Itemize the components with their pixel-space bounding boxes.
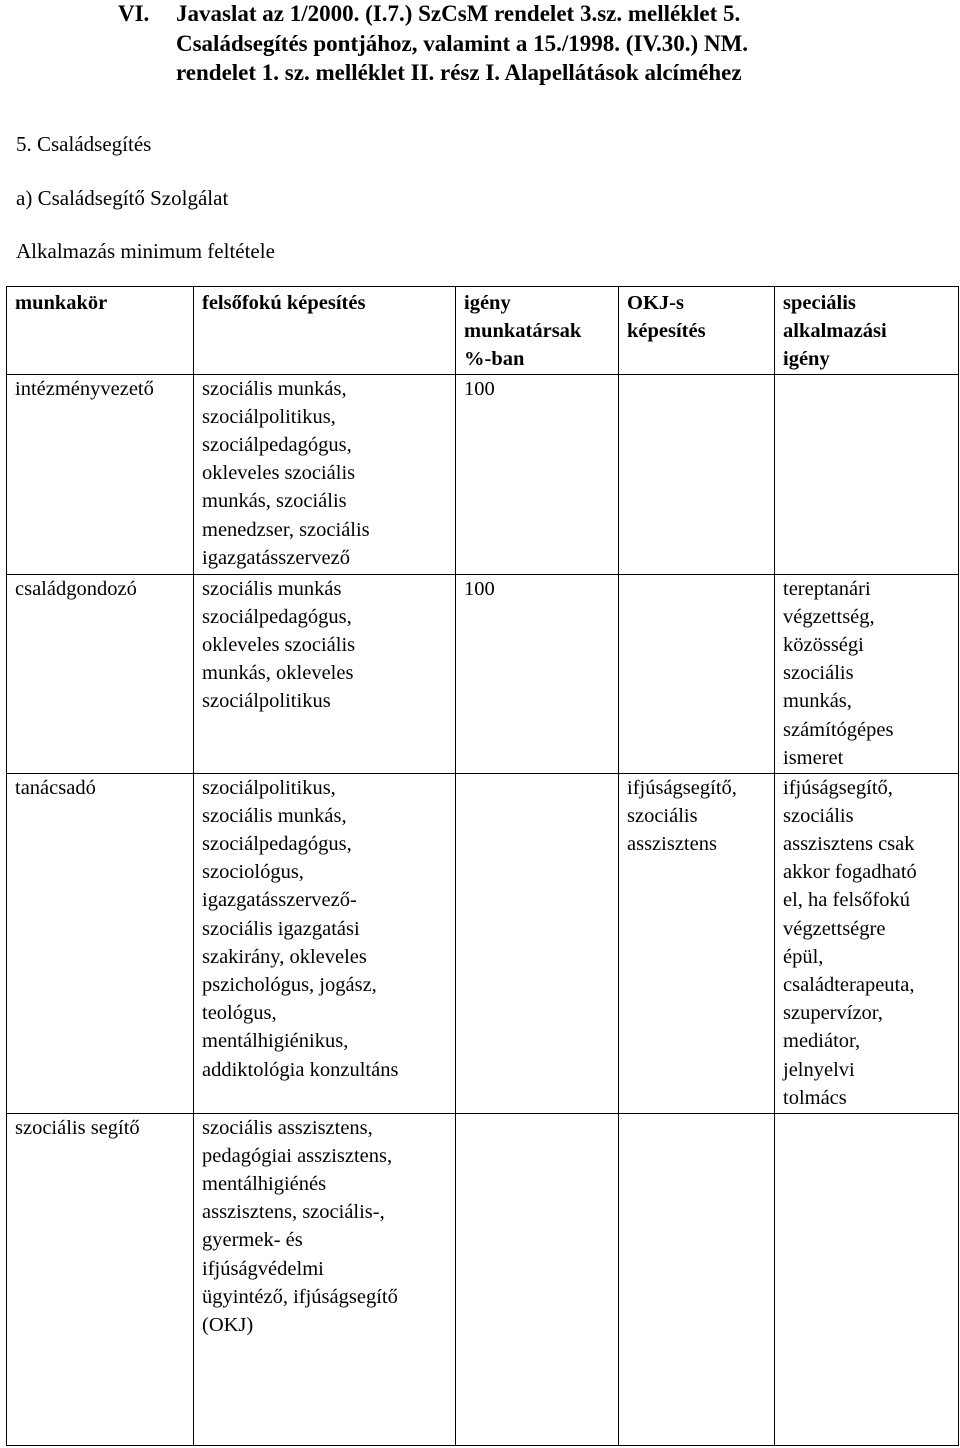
cell-okj [619,574,775,773]
header-igeny: igény munkatársak %-ban [456,287,619,375]
table-caption: Alkalmazás minimum feltétele [16,239,275,263]
cell-okj [619,1113,775,1445]
heading-number: VI. [118,1,150,26]
cell-munkakor: szociális segítő [7,1113,194,1445]
table-row [7,1113,959,1445]
cell-igeny [456,1113,619,1445]
cell-igeny: 100 [456,574,619,773]
cell-specialis [775,1113,959,1445]
cell-kepesites: szociálpolitikus, szociális munkás, szociálpedagógus, szociológus, igazgatásszervező- szociális igazgatási szakirány, okleveles pszichológus, jogász, teológus, mentálhigiénikus, addiktológia konzultáns [194,773,456,1113]
heading-line-2: Családsegítés pontjához, valamint a 15./1998. (IV.30.) NM. [176,31,749,56]
header-okj: OKJ-s képesítés [619,287,775,375]
cell-igeny [456,773,619,1113]
cell-munkakor: tanácsadó [7,773,194,1113]
header-kepesites: felsőfokú képesítés [194,287,456,375]
table-row [7,374,959,574]
cell-specialis: tereptanári végzettség, közösségi szociális munkás, számítógépes ismeret [775,574,959,773]
cell-specialis: ifjúságsegítő, szociális asszisztens csak akkor fogadható el, ha felsőfokú végzettségre épül, családterapeuta, szupervízor, mediátor, jelnyelvi tolmács [775,773,959,1113]
heading-line-3: rendelet 1. sz. melléklet II. rész I. Alapellátások alcíméhez [176,60,742,85]
section-title: 5. Családsegítés [16,132,152,156]
cell-igeny: 100 [456,374,619,574]
cell-kepesites: szociális munkás, szociálpolitikus, szociálpedagógus, okleveles szociális munkás, szociális menedzser, szociális igazgatásszervező [194,374,456,574]
table-row [7,773,959,1113]
table-header-row [7,287,959,375]
header-specialis: speciális alkalmazási igény [775,287,959,375]
cell-munkakor: intézményvezető [7,374,194,574]
cell-munkakor: családgondozó [7,574,194,773]
cell-kepesites: szociális munkás szociálpedagógus, okleveles szociális munkás, okleveles szociálpolitikus [194,574,456,773]
cell-okj: ifjúságsegítő, szociális asszisztens [619,773,775,1113]
subsection-title: a) Családsegítő Szolgálat [16,186,229,210]
cell-specialis [775,374,959,574]
header-munkakor: munkakör [7,287,194,375]
staffing-requirements-table [6,286,959,1446]
heading-line-1: Javaslat az 1/2000. (I.7.) SzCsM rendelet 3.sz. melléklet 5. [176,1,741,26]
cell-kepesites: szociális asszisztens, pedagógiai asszisztens, mentálhigiénés asszisztens, szociális-, gyermek- és ifjúságvédelmi ügyintéző, ifjúságsegítő (OKJ) [194,1113,456,1445]
cell-okj [619,374,775,574]
table-row [7,574,959,773]
